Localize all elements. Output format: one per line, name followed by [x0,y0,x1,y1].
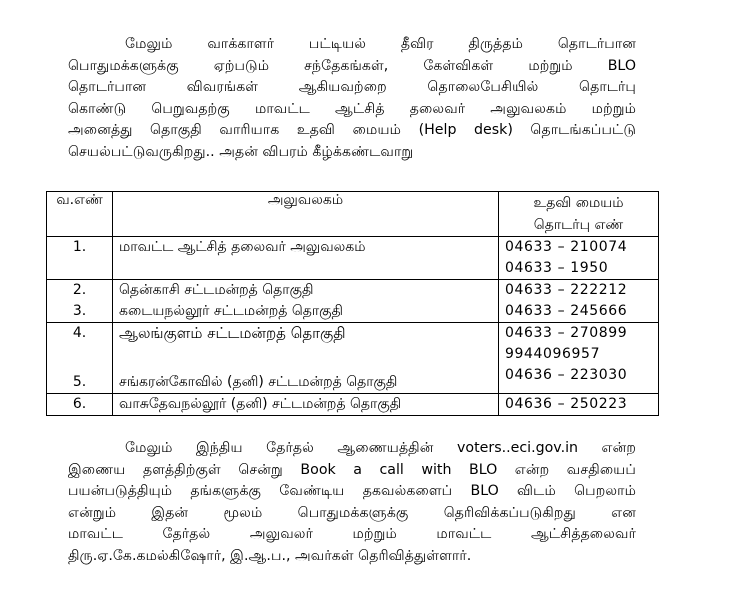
serial-number: 4. [72,325,87,341]
office-name: வாசுதேவநல்லூர் (தனி) சட்டமன்றத் தொகுதி [119,396,402,412]
serial-number-blank [53,258,106,279]
phone-number: 04633 – 1950 [505,260,609,276]
office-cell [113,394,499,416]
serial-number: 2. [72,282,87,298]
phone-cell [499,323,659,394]
table-row [47,237,659,280]
closing-line: பயன்படுத்தியும் தங்களுக்கு வேண்டிய தகவல்களைப் BLO விடம் பெறலாம் [68,483,636,499]
closing-line: மாவட்ட தேர்தல் அலுவலர் மற்றும் மாவட்ட ஆட்சித்தலைவர் [68,526,636,542]
intro-line: பொதுமக்களுக்கு ஏற்படும் சந்தேகங்கள், கேள்விகள் மற்றும் BLO [68,57,636,74]
office-cell [113,323,499,394]
intro-line: தொடர்பான விவரங்கள் ஆகியவற்றை தொலைபேசியில் தொடர்பு [68,79,636,95]
phone-number: 04636 – 223030 [505,367,628,383]
phone-number: 04636 – 250223 [505,396,628,412]
office-name: கடையநல்லூர் சட்டமன்றத் தொகுதி [119,303,343,319]
office-name-blank [119,258,492,279]
closing-line: இணைய தளத்திற்குள் சென்று Book a call with BLO என்ற வசதியைப் [68,461,636,478]
intro-line: செயல்பட்டுவருகிறது.. அதன் விபரம் கீழ்க்கண்டவாறு [68,143,414,160]
intro-line: கொண்டு பெறுவதற்கு மாவட்ட ஆட்சித் தலைவர் அலுவலகம் மற்றும் [68,100,636,117]
serial-number-cell [47,237,113,280]
office-cell [113,280,499,323]
intro-line: அனைத்து தொகுதி வாரியாக உதவி மையம் (Help desk) தொடங்கப்பட்டு [68,122,636,138]
header-office: அலுவலகம் [113,192,499,237]
office-name-blank [119,352,492,372]
header-helpdesk-number-line2: தொடர்பு எண் [533,217,624,233]
serial-number-cell [47,394,113,416]
phone-cell [499,394,659,416]
serial-number-cell [47,280,113,323]
phone-number: 04633 – 245666 [505,303,628,319]
phone-number: 9944096957 [505,346,601,362]
office-cell [113,237,499,280]
office-name: மாவட்ட ஆட்சித் தலைவர் அலுவலகம் [119,239,366,255]
intro-line: மேலும் வாக்காளர் பட்டியல் தீவிர திருத்தம் தொடர்பான [125,36,636,52]
office-name: சங்கரன்கோவில் (தனி) சட்டமன்றத் தொகுதி [119,374,398,390]
table-header-row [47,192,659,237]
table-row [47,394,659,416]
serial-number-blank [53,352,106,372]
phone-number: 04633 – 270899 [505,325,628,341]
phone-number: 04633 – 210074 [505,239,628,255]
office-name: ஆலங்குளம் சட்டமன்றத் தொகுதி [119,324,346,342]
table-row [47,280,659,323]
header-helpdesk-number [499,192,659,237]
closing-line: என்றும் இதன் மூலம் பொதுமக்களுக்கு தெரிவிக்கப்படுகிறது என [68,504,636,521]
helpdesk-contacts-table [46,191,659,416]
serial-number: 3. [72,303,87,319]
closing-line: மேலும் இந்திய தேர்தல் ஆணையத்தின் voters..eci.gov.in என்ற [125,440,636,456]
header-serial-number: வ.எண் [47,192,113,237]
phone-cell [499,237,659,280]
office-name: தென்காசி சட்டமன்றத் தொகுதி [119,282,314,298]
phone-number: 04633 – 222212 [505,282,628,298]
header-helpdesk-number-line1: உதவி மையம் [533,195,624,211]
serial-number-cell [47,323,113,394]
intro-paragraph [68,34,636,163]
serial-number: 6. [72,396,87,412]
closing-paragraph [68,438,636,567]
table-row [47,323,659,394]
serial-number: 1. [72,239,87,255]
serial-number: 5. [72,374,87,390]
closing-line: திரு.ஏ.கே.கமல்கிஷோர், இ.ஆ.ப., அவர்கள் தெரிவித்துள்ளார். [68,547,472,564]
phone-cell [499,280,659,323]
